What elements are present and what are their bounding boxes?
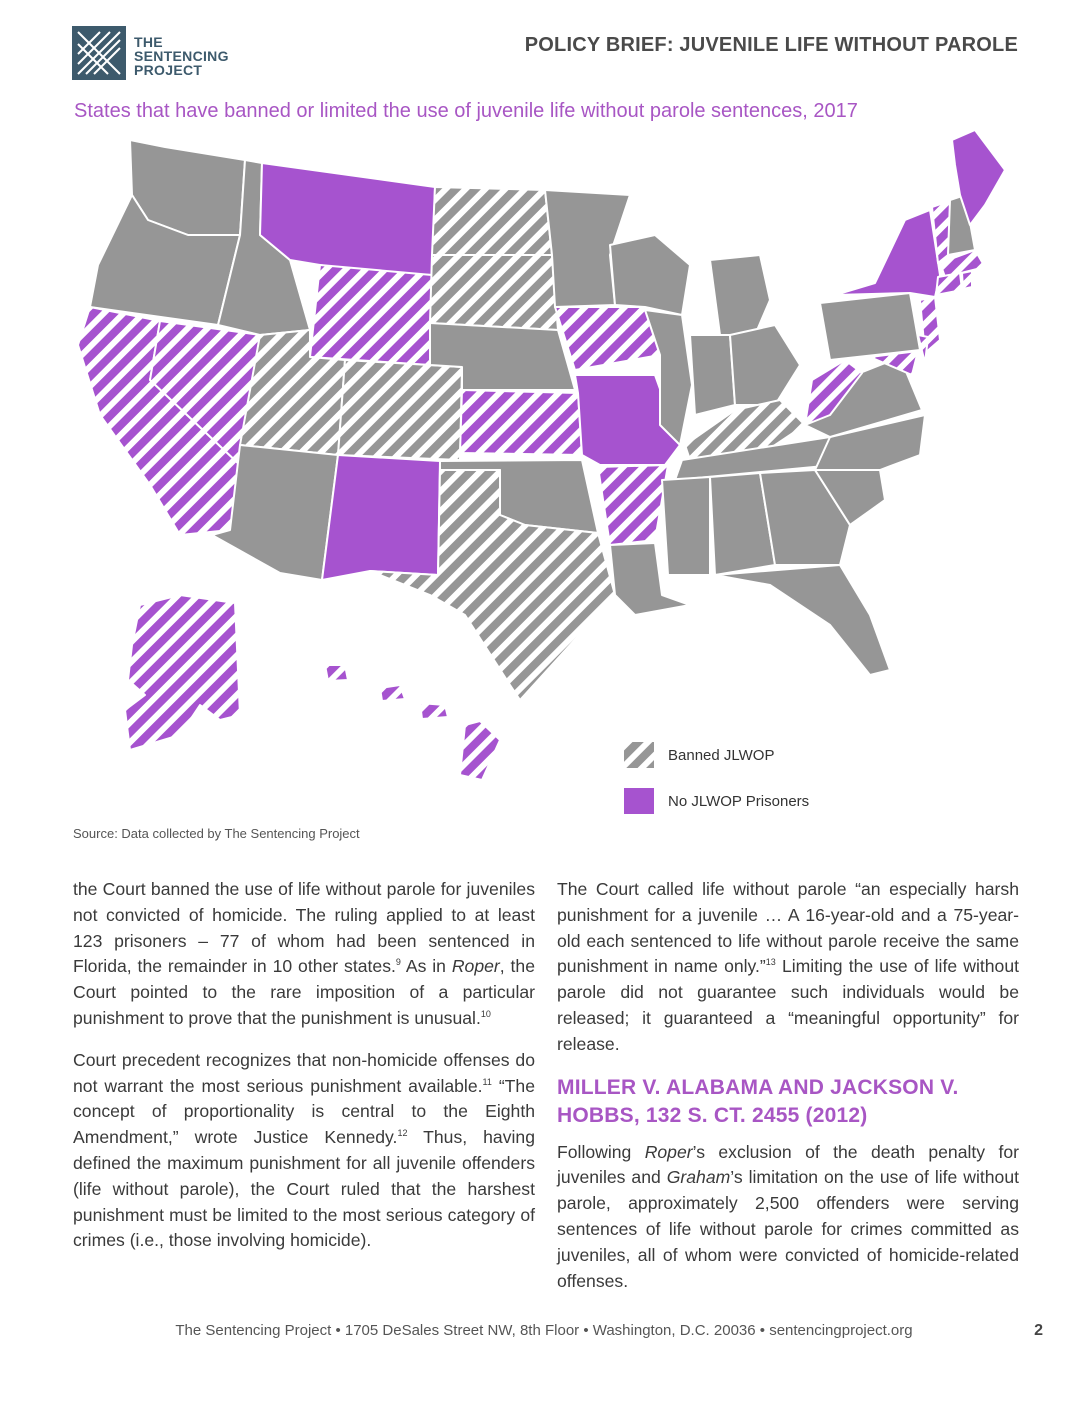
map-legend [624, 742, 884, 822]
section-heading: MILLER V. ALABAMA AND JACKSON V. HOBBS, 132 S. CT. 2455 (2012) [557, 1075, 959, 1127]
logo-line-1: THE [134, 34, 163, 50]
case-name: Roper [644, 1141, 693, 1162]
figure-title: States that have banned or limited the use of juvenile life without parole sentences, 2017 [74, 100, 858, 122]
footnote-ref: 10 [480, 1009, 491, 1020]
left-column [73, 877, 535, 1270]
state-new-york [835, 210, 940, 297]
text-run: ’s exclusion of the death penalty for juveniles and [557, 1141, 1019, 1188]
state-wyoming [310, 265, 432, 365]
logo-line-3: PROJECT [134, 62, 203, 78]
case-name: Roper [451, 956, 500, 977]
text-run: The Court called life without parole “an especially harsh punishment for a juvenile … A 16-year-old and a 75-year-old each sentenced to life without parole receive the same punishment in name only.” [557, 879, 1019, 977]
state-mississippi [662, 477, 710, 575]
state-iowa [555, 307, 660, 370]
logo-line-2: SENTENCING [134, 48, 229, 64]
state-new-mexico [322, 455, 440, 580]
state-hawaii-oahu [380, 685, 405, 701]
state-hawaii-kauai [325, 665, 348, 681]
text-run: As in [400, 956, 452, 977]
legend-item-banned [624, 742, 774, 768]
logo-text [134, 35, 229, 77]
text-run: Court precedent recognizes that non-homicide offenses do not warrant the most serious punishment available. [73, 1049, 535, 1096]
legend-swatch-solid-icon [624, 788, 654, 814]
legend-label-banned: Banned JLWOP [668, 746, 775, 764]
text-run: , the Court pointed to the rare imposition of a particular punishment to prove that the punishment is unusual. [73, 956, 536, 1028]
text-run: Following [557, 1141, 645, 1162]
state-colorado [338, 360, 462, 460]
left-paragraph-2 [73, 1048, 535, 1254]
legend-swatch-striped-icon [624, 742, 654, 768]
text-run: “The concept of proportionality is central to the Eighth Amendment,” wrote Justice Kennedy. [73, 1075, 535, 1148]
text-run: Thus, having defined the maximum punishment for all juvenile offenders (life without parole), the Court ruled that the harshest punishment must be limited to the most serious category of crimes (i.e., those involving homicide). [73, 1127, 535, 1251]
text-run: Limiting the use of life without parole did not guarantee such individuals would be released; it guaranteed a “meaningful opportunity” for release. [557, 956, 1019, 1054]
state-pennsylvania [820, 293, 920, 360]
state-south-dakota [430, 255, 558, 330]
footnote-ref: 12 [397, 1128, 408, 1139]
state-rhode-island [962, 271, 972, 289]
state-arkansas [598, 465, 668, 545]
text-run: ’s limitation on the use of life without parole, approximately 2,500 offenders were serving sentences of life without parole for crimes committed as juveniles, all of whom were convicted of homicide-related offenses. [557, 1167, 1020, 1291]
footnote-ref: 13 [765, 957, 776, 968]
state-hawaii-big-island [460, 721, 500, 780]
state-kansas [460, 390, 582, 455]
logo-mark-icon [72, 26, 126, 80]
state-florida [715, 565, 890, 675]
state-north-dakota [432, 187, 552, 255]
state-wisconsin [610, 235, 690, 315]
left-paragraph-1 [73, 877, 535, 1032]
footnote-ref: 11 [482, 1076, 492, 1087]
right-paragraph-2 [557, 1140, 1019, 1295]
us-states-map [70, 125, 1020, 825]
sentencing-project-logo [72, 26, 262, 80]
state-ohio [730, 325, 800, 405]
text-run: the Court banned the use of life without parole for juveniles not convicted of homicide. The ruling applied to at least 123 prisoners – 77 of whom had been sentenced in Florida, the remainder in 10 other states. [73, 879, 535, 977]
state-hawaii-maui [420, 703, 448, 719]
footnote-ref: 9 [395, 957, 401, 968]
page-number: 2 [1034, 1322, 1043, 1339]
right-paragraph-1 [557, 877, 1019, 1058]
state-alaska [125, 595, 240, 750]
figure-source: Source: Data collected by The Sentencing Project [73, 826, 360, 841]
legend-item-no-prisoners [624, 788, 809, 814]
state-michigan [710, 255, 770, 335]
right-column [557, 877, 1019, 1310]
footer-address: The Sentencing Project • 1705 DeSales Street NW, 8th Floor • Washington, D.C. 20036 • sentencingproject.org [175, 1322, 913, 1339]
state-connecticut [936, 273, 962, 295]
legend-label-no-prisoners: No JLWOP Prisoners [668, 792, 810, 810]
state-indiana [690, 335, 735, 415]
case-name: Graham [666, 1167, 731, 1188]
brief-title: POLICY BRIEF: JUVENILE LIFE WITHOUT PAROLE [524, 34, 1018, 56]
